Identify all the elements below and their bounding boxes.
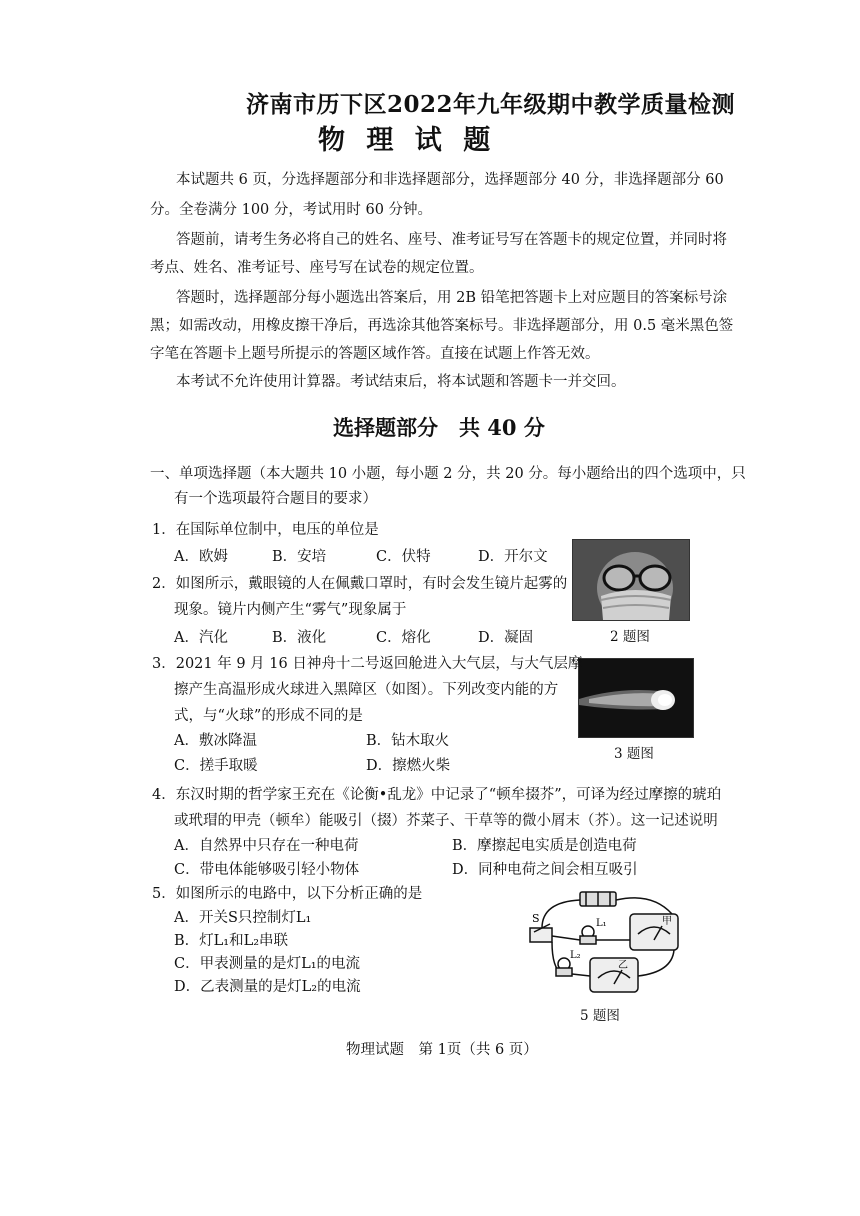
option: A．敷冰降温: [174, 733, 257, 749]
question-stem: 式，与“火球”的形成不同的是: [174, 708, 363, 724]
option: B．安培: [272, 549, 327, 565]
figure-caption: 5 题图: [580, 1008, 620, 1024]
option: B．灯L₁和L₂串联: [174, 933, 289, 949]
question-stem: 2．如图所示，戴眼镜的人在佩戴口罩时，有时会发生镜片起雾的: [152, 576, 568, 592]
option: B．摩擦起电实质是创造电荷: [452, 838, 637, 854]
question-stem: 或玳瑁的甲壳（顿牟）能吸引（掇）芥菜子、干草等的微小屑末（芥）。这一记述说明: [174, 813, 718, 829]
instruction-line: 本试题共 6 页，分选择题部分和非选择题部分，选择题部分 40 分，非选择题部分 60: [176, 172, 724, 188]
option: C．甲表测量的是灯L₁的电流: [174, 956, 361, 972]
instruction-line: 考点、姓名、准考证号、座号写在试卷的规定位置。: [150, 260, 484, 276]
exam-title: 济南市历下区2022年九年级期中教学质量检测: [246, 91, 736, 118]
part-heading: 一、单项选择题（本大题共 10 小题，每小题 2 分，共 20 分。每小题给出的四个选项中，只: [150, 466, 746, 482]
question-stem: 擦产生高温形成火球进入黑障区（如图）。下列改变内能的方: [174, 682, 559, 698]
instruction-line: 黑；如需改动，用橡皮擦干净后，再选涂其他答案标号。非选择题部分，用 0.5 毫米黑色签: [150, 318, 734, 334]
instruction-line: 本考试不允许使用计算器。考试结束后，将本试题和答题卡一并交回。: [176, 374, 626, 390]
instruction-line: 答题前，请考生务必将自己的姓名、座号、准考证号写在答题卡的规定位置，并同时将: [176, 232, 727, 248]
option: A．开关S只控制灯L₁: [174, 910, 312, 926]
option: D．同种电荷之间会相互吸引: [452, 862, 638, 878]
instruction-line: 分。全卷满分 100 分，考试用时 60 分钟。: [150, 202, 433, 218]
option: C．带电体能够吸引轻小物体: [174, 862, 360, 878]
subject-title: 物 理 试 题: [318, 125, 497, 156]
question-stem: 4．东汉时期的哲学家王充在《论衡•乱龙》中记录了“顿牟掇芥”，可译为经过摩擦的琥珀: [152, 787, 722, 803]
option: D．开尔文: [478, 549, 548, 565]
part-heading: 有一个选项最符合题目的要求）: [174, 491, 377, 507]
option: B．液化: [272, 630, 327, 646]
question-stem: 5．如图所示的电路中，以下分析正确的是: [152, 886, 423, 902]
circuit-diagram: [522, 884, 692, 1002]
lamp1-label: L₁: [596, 918, 607, 929]
option: C．熔化: [376, 630, 431, 646]
option: A．欧姆: [174, 549, 228, 565]
question-stem: 3．2021 年 9 月 16 日神舟十二号返回舱进入大气层，与大气层摩: [152, 656, 583, 672]
option: B．钻木取火: [366, 733, 450, 749]
figure-caption: 3 题图: [614, 746, 654, 762]
option: C．伏特: [376, 549, 431, 565]
option: A．自然界中只存在一种电荷: [174, 838, 359, 854]
glasses-fog-photo: [572, 539, 690, 621]
instruction-line: 字笔在答题卡上题号所提示的答题区域作答。直接在试题上作答无效。: [150, 346, 600, 362]
section-title: 选择题部分 共 40 分: [333, 415, 545, 440]
meter-jia-label: 甲: [662, 916, 672, 927]
option: D．乙表测量的是灯L₂的电流: [174, 979, 361, 995]
option: A．汽化: [174, 630, 228, 646]
page-footer: 物理试题 第 1页（共 6 页）: [346, 1042, 538, 1058]
figure-caption: 2 题图: [610, 629, 650, 645]
lamp2-label: L₂: [570, 950, 581, 961]
question-stem: 1．在国际单位制中，电压的单位是: [152, 522, 379, 538]
option: C．搓手取暖: [174, 758, 258, 774]
meter-yi-label: 乙: [618, 960, 628, 971]
question-stem: 现象。镜片内侧产生“雾气”现象属于: [174, 602, 407, 618]
option: D．擦燃火柴: [366, 758, 451, 774]
instruction-line: 答题时，选择题部分每小题选出答案后，用 2B 铅笔把答题卡上对应题目的答案标号涂: [176, 290, 728, 306]
fireball-photo: [578, 658, 694, 738]
switch-label: S: [532, 912, 540, 925]
option: D．凝固: [478, 630, 534, 646]
